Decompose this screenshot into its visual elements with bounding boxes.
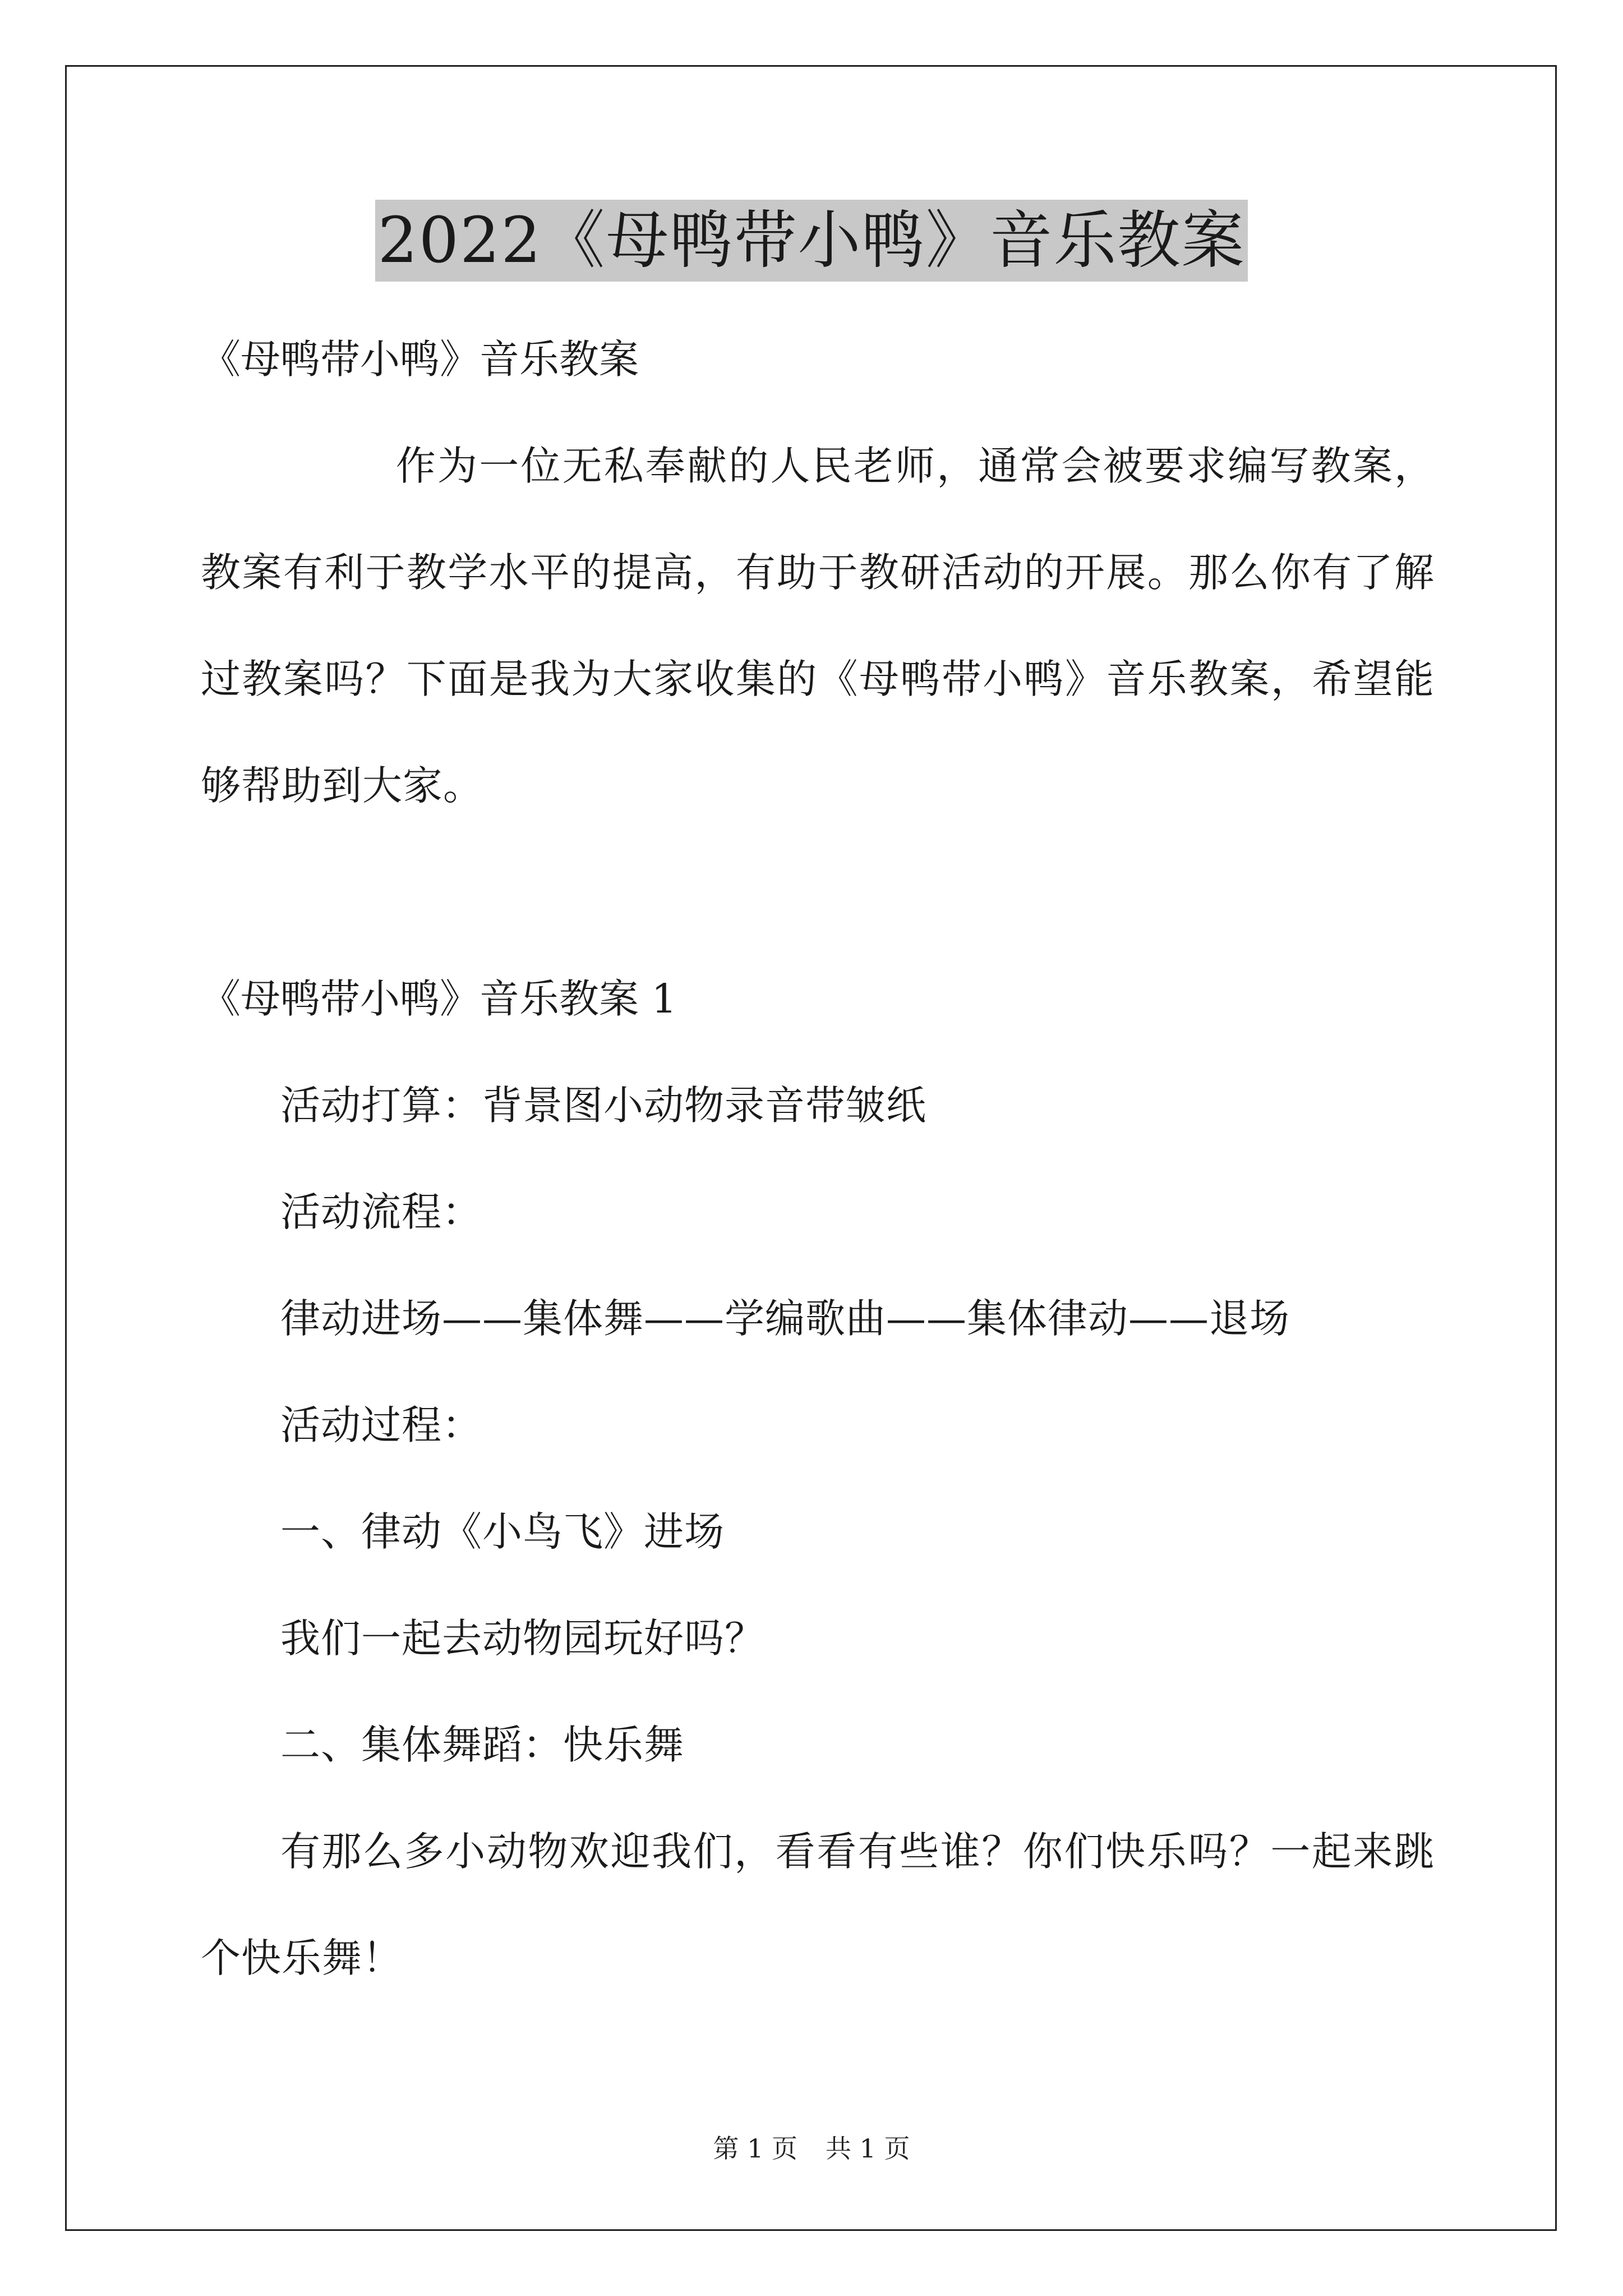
- document-title: 2022《母鸭带小鸭》音乐教案: [375, 200, 1247, 282]
- page-total: 共 1 页: [826, 2133, 910, 2164]
- paragraph-preparation: 活动打算：背景图小动物录音带皱纸: [280, 1082, 927, 1129]
- paragraph-step-one: 一、律动《小鸟飞》进场: [280, 1508, 725, 1555]
- paragraph-process-label: 活动过程：: [280, 1402, 483, 1448]
- paragraph-step-two: 二、集体舞蹈：快乐舞: [280, 1722, 685, 1768]
- document-subtitle: 《母鸭带小鸭》音乐教案: [201, 336, 639, 383]
- paragraph-flow: 律动进场——集体舞——学编歌曲——集体律动——退场: [280, 1295, 1290, 1342]
- page-number: 第 1 页: [713, 2133, 797, 2164]
- paragraph-question: 我们一起去动物园玩好吗？: [280, 1615, 766, 1662]
- section-heading: 《母鸭带小鸭》音乐教案 1: [201, 976, 677, 1022]
- section-gap: [201, 839, 1435, 946]
- paragraph-flow-label: 活动流程：: [280, 1189, 483, 1235]
- title-wrap: [0, 200, 1623, 282]
- page-footer: [0, 2132, 1623, 2165]
- intro-paragraph: 作为一位无私奉献的人民老师，通常会被要求编写教案，教案有利于教学水平的提高，有助于教研活动的开展。那么你有了解过教案吗？下面是我为大家收集的《母鸭带小鸭》音乐教案，希望能够帮助到大家。: [201, 443, 1435, 809]
- document-body: [201, 306, 1435, 2012]
- paragraph-dance: 有那么多小动物欢迎我们，看看有些谁？你们快乐吗？一起来跳个快乐舞！: [201, 1828, 1435, 1981]
